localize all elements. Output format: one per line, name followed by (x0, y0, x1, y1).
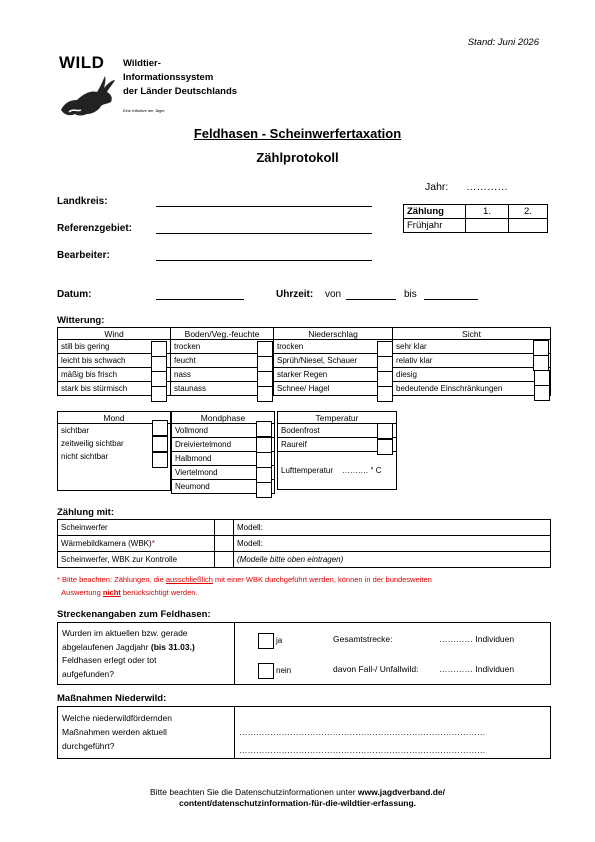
strecke-nein-label: nein (276, 666, 292, 675)
checkbox-sicht-4[interactable] (534, 385, 550, 401)
methode-wbk: Wärmebildkamera (WBK)* (58, 536, 215, 552)
strecke-question: Wurden im aktuellen bzw. gerade abgelaufenen Jagdjahr (bis 31.03.) Feldhasen erlegt oder tot aufgefunden? (62, 628, 195, 679)
strecke-ja-label: ja (276, 636, 283, 645)
boden-option: feucht (171, 354, 274, 368)
modelle-hinweis: (Modelle bitte oben eintragen) (234, 552, 551, 568)
wbk-note: * Bitte beachten: Zählungen, die ausschließlich mit einer WBK durchgeführt werden, können in der bundesweiten Auswertung nicht berücksichtigt werden. (57, 575, 432, 597)
logo-line1: Wildtier- (123, 58, 161, 69)
landkreis-label: Landkreis: (57, 196, 108, 207)
modell-label[interactable]: Modell: (234, 536, 551, 552)
checkbox-mondphase-2[interactable] (256, 437, 272, 453)
checkbox-niederschlag-3[interactable] (377, 371, 393, 387)
checkbox-mondphase-5[interactable] (256, 482, 272, 498)
document-title: Feldhasen - Scheinwerfertaxation (193, 126, 402, 141)
wbk-asterisk: * (151, 539, 155, 548)
checkbox-strecke-ja[interactable] (258, 633, 274, 649)
zaehlung-col1: 1. (466, 205, 509, 219)
von-input[interactable] (346, 299, 396, 300)
header-boden: Boden/Veg.-feuchte (171, 328, 274, 340)
mondphase-option: Neumond (172, 480, 275, 494)
witterung-table (57, 327, 551, 396)
bearbeiter-input[interactable] (156, 260, 372, 261)
checkbox-wbk[interactable] (215, 536, 234, 552)
checkbox-mondphase-3[interactable] (256, 452, 272, 468)
zaehlung-cell-2[interactable] (509, 219, 548, 233)
checkbox-boden-4[interactable] (257, 386, 273, 402)
lufttemperatur-value[interactable]: ………. ° C (341, 466, 382, 475)
niederschlag-option: Schnee/ Hagel (274, 382, 393, 396)
boden-option: staunass (171, 382, 274, 396)
checkbox-sicht-2[interactable] (533, 355, 549, 371)
mondphase-option: Viertelmond (172, 466, 275, 480)
uhrzeit-label: Uhrzeit: (276, 289, 314, 300)
fallwild-value[interactable]: ………… Individuen (439, 664, 515, 674)
sicht-option: relativ klar (393, 354, 551, 368)
strecke-divider (234, 623, 235, 684)
referenzgebiet-label: Referenzgebiet: (57, 223, 133, 234)
referenzgebiet-input[interactable] (156, 233, 372, 234)
checkbox-mond-2[interactable] (152, 436, 168, 452)
logo-line2: Informationssystem (123, 72, 214, 83)
hare-icon (57, 72, 119, 118)
massnahmen-answer-line-2[interactable]: …………………………………………………………………………… (239, 745, 486, 755)
checkbox-mondphase-4[interactable] (256, 467, 272, 483)
strecke-title: Streckenangaben zum Feldhasen: (57, 609, 211, 620)
methode-scheinwerfer: Scheinwerfer (58, 520, 215, 536)
checkbox-temperatur-2[interactable] (377, 439, 393, 455)
massnahmen-question: Welche niederwildfördernden Maßnahmen werden aktuell durchgeführt? (62, 713, 172, 751)
wind-option: leicht bis schwach (58, 354, 171, 368)
zaehlung-table (403, 204, 548, 233)
sicht-option: diesig (393, 368, 551, 382)
temperatur-option: Raureif (278, 438, 397, 452)
mond-option: nicht sichtbar (58, 450, 171, 463)
bearbeiter-label: Bearbeiter: (57, 250, 110, 261)
jahr-label: Jahr: (425, 181, 449, 193)
checkbox-temperatur-1[interactable] (377, 423, 393, 439)
checkbox-wind-1[interactable] (151, 341, 167, 357)
header-mondphase: Mondphase (172, 412, 275, 424)
zaehlung-mit-table (57, 519, 551, 568)
checkbox-niederschlag-1[interactable] (377, 341, 393, 357)
niederschlag-option: Sprüh/Niesel, Schauer (274, 354, 393, 368)
bis-label: bis (404, 289, 417, 300)
lufttemperatur-label: Lufttemperatur (281, 466, 334, 475)
massnahmen-divider (234, 707, 235, 758)
zaehlung-row-fruehjahr: Frühjahr (404, 219, 466, 233)
modell-label[interactable]: Modell: (234, 520, 551, 536)
checkbox-mond-3[interactable] (152, 452, 168, 468)
wind-option: stark bis stürmisch (58, 382, 171, 396)
zaehlung-cell-1[interactable] (466, 219, 509, 233)
checkbox-wind-4[interactable] (151, 386, 167, 402)
checkbox-wind-2[interactable] (151, 356, 167, 372)
landkreis-input[interactable] (156, 206, 372, 207)
zaehlung-header: Zählung (404, 205, 466, 219)
logo-wild-text: WILD (59, 53, 105, 72)
document-subtitle: Zählprotokoll (256, 150, 339, 165)
header-niederschlag: Niederschlag (274, 328, 393, 340)
mond-option: zeitweilig sichtbar (58, 437, 171, 450)
mondphase-option: Dreiviertelmond (172, 438, 275, 452)
sicht-option: bedeutende Einschränkungen (393, 382, 551, 396)
niederschlag-option: trocken (274, 340, 393, 354)
checkbox-boden-2[interactable] (257, 356, 273, 372)
mondphase-option: Halbmond (172, 452, 275, 466)
bis-input[interactable] (424, 299, 478, 300)
checkbox-niederschlag-2[interactable] (377, 356, 393, 372)
checkbox-wind-3[interactable] (151, 371, 167, 387)
massnahmen-box (57, 706, 551, 759)
checkbox-niederschlag-4[interactable] (377, 386, 393, 402)
niederschlag-option: starker Regen (274, 368, 393, 382)
checkbox-strecke-nein[interactable] (258, 663, 274, 679)
checkbox-mond-1[interactable] (152, 420, 168, 436)
zaehlung-mit-title: Zählung mit: (57, 507, 114, 518)
stand-date: Stand: Juni 2026 (467, 37, 539, 48)
zaehlung-col2: 2. (509, 205, 548, 219)
methode-scheinwerfer-wbk: Scheinwerfer, WBK zur Kontrolle (58, 552, 215, 568)
checkbox-boden-3[interactable] (257, 371, 273, 387)
datum-label: Datum: (57, 289, 92, 300)
header-sicht: Sicht (393, 328, 551, 340)
wild-logo (57, 52, 257, 122)
massnahmen-title: Maßnahmen Niederwild: (57, 693, 167, 704)
strecke-box (57, 622, 551, 685)
massnahmen-answer-line-1[interactable]: …………………………………………………………………………… (239, 727, 486, 737)
checkbox-mondphase-1[interactable] (256, 421, 272, 437)
sicht-option: sehr klar (393, 340, 551, 354)
mond-option: sichtbar (58, 424, 171, 438)
checkbox-sicht-3[interactable] (534, 370, 550, 386)
witterung-title: Witterung: (57, 315, 105, 326)
temperatur-option: Bodenfrost (278, 424, 397, 438)
boden-option: trocken (171, 340, 274, 354)
footer-note: Bitte beachten Sie die Datenschutzinformationen unter www.jagdverband.de/ content/datenschutzinformation-für-die-wildtier-erfassung. (150, 787, 445, 808)
wind-option: mäßig bis frisch (58, 368, 171, 382)
logo-line3: der Länder Deutschlands (123, 86, 238, 97)
checkbox-sicht-1[interactable] (533, 340, 549, 356)
header-wind: Wind (58, 328, 171, 340)
checkbox-boden-1[interactable] (257, 341, 273, 357)
logo-sub: Eine Initiative der Jäger (123, 108, 165, 113)
boden-option: nass (171, 368, 274, 382)
gesamtstrecke-label: Gesamtstrecke: (333, 634, 393, 644)
checkbox-scheinwerfer[interactable] (215, 520, 234, 536)
gesamtstrecke-value[interactable]: ………… Individuen (439, 634, 515, 644)
jahr-value[interactable]: ………… (466, 181, 508, 193)
von-label: von (325, 289, 342, 300)
header-mond: Mond (58, 412, 171, 424)
header-temperatur: Temperatur (278, 412, 397, 424)
mondphase-option: Vollmond (172, 424, 275, 438)
datum-input[interactable] (156, 299, 244, 300)
fallwild-label: davon Fall-/ Unfallwild: (333, 664, 419, 674)
wind-option: still bis gering (58, 340, 171, 354)
checkbox-scheinwerfer-wbk[interactable] (215, 552, 234, 568)
